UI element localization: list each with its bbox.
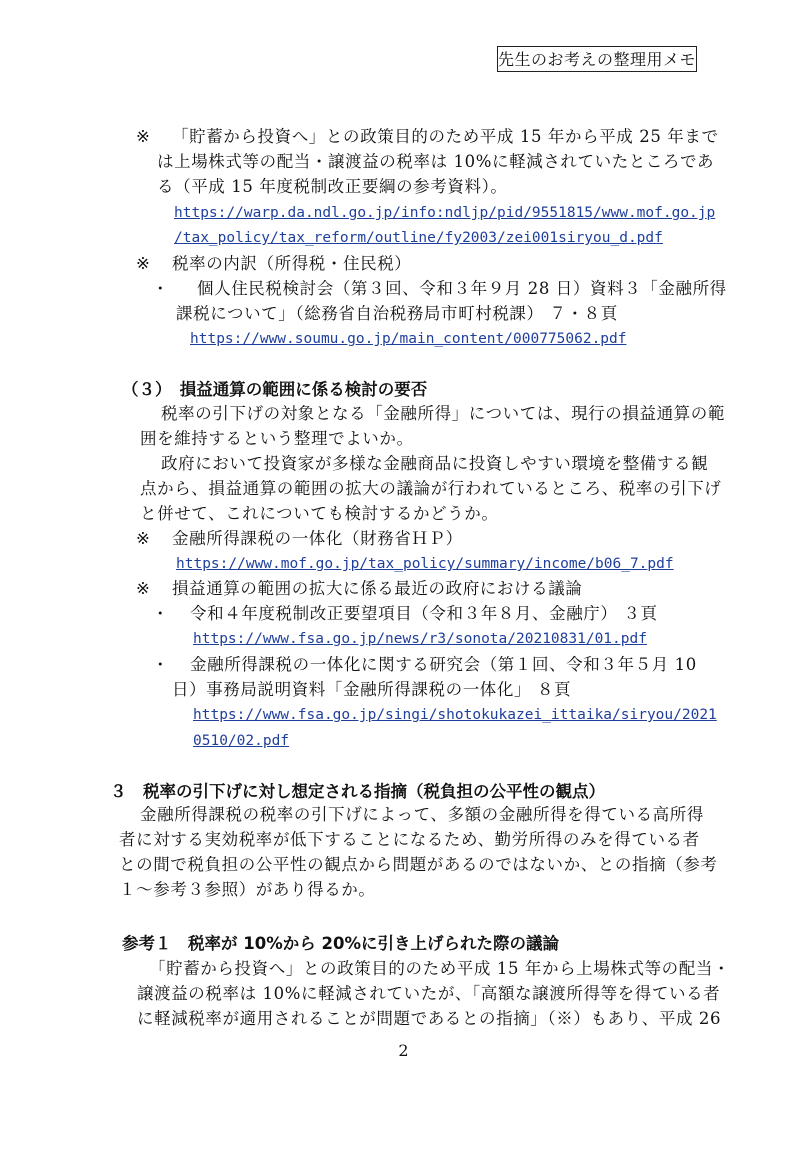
page-number: 2 (398, 1041, 409, 1060)
reference-link[interactable]: https://www.fsa.go.jp/news/r3/sonota/20210831/01.pdf (193, 631, 647, 647)
paragraph-line: 政府において投資家が多様な金融商品に投資しやすい環境を整備する観 (161, 454, 709, 473)
paragraph-line: １～参考３参照）があり得るか。 (119, 880, 376, 899)
bullet-mark: ・ (152, 604, 170, 623)
bullet-line: 個人住民税検討会（第３回、令和３年９月 28 日）資料３「金融所得 (197, 279, 727, 298)
paragraph-line: との間で税負担の公平性の観点から問題があるのではないか、との指摘（参考 (119, 855, 718, 874)
memo-label-box: 先生のお考えの整理用メモ (497, 46, 697, 72)
paragraph-line: と併せて、これについても検討するかどうか。 (140, 504, 499, 523)
note-line: る（平成 15 年度税制改正要綱の参考資料）。 (157, 177, 508, 196)
bullet-line: 課税について」（総務省自治税務局市町村税課） ７・８頁 (176, 304, 618, 323)
reference-link[interactable]: https://www.mof.go.jp/tax_policy/summary/income/b06_7.pdf (176, 556, 674, 572)
paragraph-line: 囲を維持するという整理でよいか。 (140, 429, 414, 448)
paragraph-line: 点から、損益通算の範囲の拡大の議論が行われているところ、税率の引下げ (140, 479, 722, 498)
reference-link[interactable]: /tax_policy/tax_reform/outline/fy2003/zei001siryou_d.pdf (174, 230, 663, 246)
reference-heading: 参考１ 税率が 10%から 20%に引き上げられた際の議論 (122, 934, 559, 953)
note-line: は上場株式等の配当・譲渡益の税率は 10%に軽減されていたところであ (157, 152, 715, 171)
reference-link[interactable]: https://www.fsa.go.jp/singi/shotokukazei_ittaika/siryou/2021 (193, 707, 717, 723)
reference-link[interactable]: https://warp.da.ndl.go.jp/info:ndljp/pid/9551815/www.mof.go.jp (174, 205, 716, 221)
note-mark: ※ (136, 579, 151, 598)
bullet-mark: ・ (152, 655, 170, 674)
reference-link[interactable]: 0510/02.pdf (193, 733, 290, 749)
section-heading: （３） 損益通算の範囲に係る検討の要否 (122, 380, 428, 399)
paragraph-line: 税率の引下げの対象となる「金融所得」については、現行の損益通算の範 (161, 404, 725, 423)
paragraph-line: に軽減税率が適用されることが問題であるとの指摘」（※）もあり、平成 26 (137, 1009, 722, 1028)
reference-link[interactable]: https://www.soumu.go.jp/main_content/000775062.pdf (190, 331, 627, 347)
bullet-mark: ・ (152, 279, 170, 298)
bullet-line: 金融所得課税の一体化に関する研究会（第１回、令和３年５月 10 (190, 655, 697, 674)
paragraph-line: 金融所得課税の税率の引下げによって、多額の金融所得を得ている高所得 (140, 805, 704, 824)
paragraph-line: 譲渡益の税率は 10%に軽減されていたが、「高額な譲渡所得等を得ている者 (137, 984, 721, 1003)
section-heading: ３ 税率の引下げに対し想定される指摘（税負担の公平性の観点） (110, 782, 605, 801)
note-line: 「貯蓄から投資へ」との政策目的のため平成 15 年から平成 25 年まで (172, 127, 719, 146)
bullet-line: 日）事務局説明資料「金融所得課税の一体化」 ８頁 (172, 680, 572, 699)
paragraph-line: 「貯蓄から投資へ」との政策目的のため平成 15 年から上場株式等の配当・ (149, 959, 731, 978)
note-mark: ※ (136, 127, 151, 146)
note-mark: ※ (136, 529, 151, 548)
note-text: 金融所得課税の一体化（財務省ＨＰ） (172, 529, 463, 548)
bullet-text: 令和４年度税制改正要望項目（令和３年８月、金融庁） ３頁 (190, 604, 658, 623)
paragraph-line: 者に対する実効税率が低下することになるため、勤労所得のみを得ている者 (119, 830, 700, 849)
note-text: 税率の内訳（所得税・住民税） (172, 254, 412, 273)
note-text: 損益通算の範囲の拡大に係る最近の政府における議論 (172, 579, 583, 598)
note-mark: ※ (136, 254, 151, 273)
